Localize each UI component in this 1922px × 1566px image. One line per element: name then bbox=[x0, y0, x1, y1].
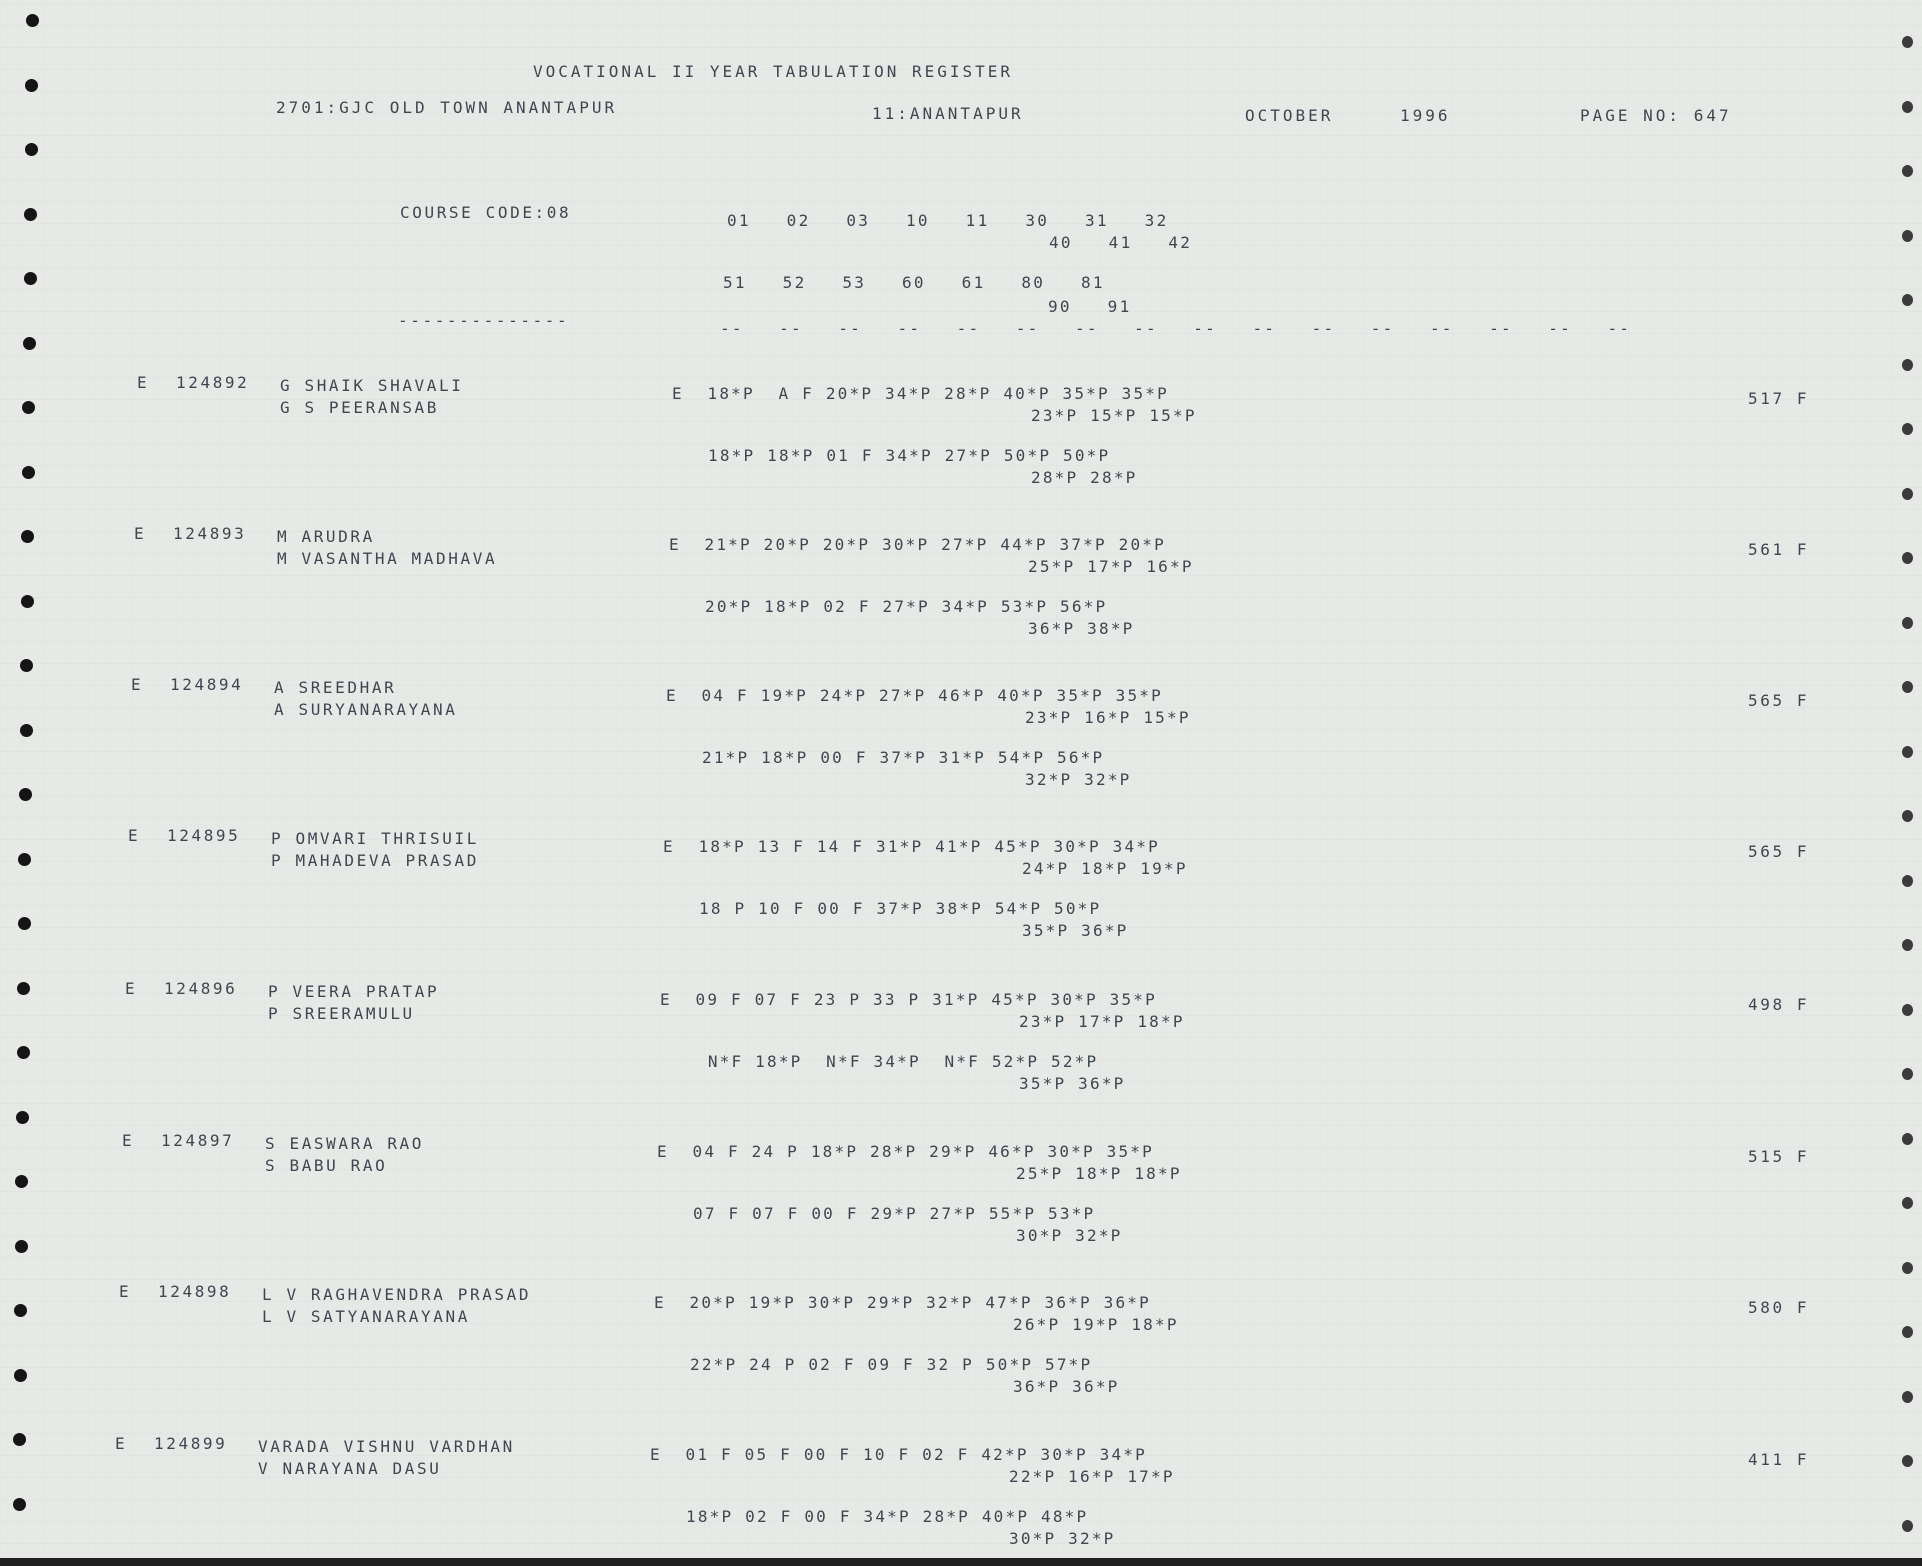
marks-line1b: 23*P 16*P 15*P bbox=[1025, 708, 1191, 727]
total-result: 561 F bbox=[1748, 540, 1810, 559]
father-name: V NARAYANA DASU bbox=[258, 1459, 442, 1478]
marks-line1: E 01 F 05 F 00 F 10 F 02 F 42*P 30*P 34*P bbox=[650, 1445, 1147, 1464]
feed-hole-right bbox=[1902, 359, 1913, 371]
feed-hole-left bbox=[17, 1046, 30, 1059]
reg-number: 124895 bbox=[167, 826, 241, 845]
feed-hole-right bbox=[1902, 1455, 1913, 1467]
student-name: L V RAGHAVENDRA PRASAD bbox=[262, 1285, 532, 1304]
father-name: G S PEERANSAB bbox=[280, 398, 440, 417]
feed-hole-right bbox=[1902, 810, 1913, 822]
marks-line1: E 04 F 19*P 24*P 27*P 46*P 40*P 35*P 35*P bbox=[666, 686, 1163, 705]
feed-hole-left bbox=[17, 982, 30, 995]
dash-row: -- -- -- -- -- -- -- -- -- -- -- -- -- -- -- -- bbox=[720, 319, 1632, 338]
total-result: 515 F bbox=[1748, 1147, 1810, 1166]
reg-number: 124892 bbox=[176, 373, 250, 392]
feed-hole-right bbox=[1902, 617, 1913, 629]
marks-line2: 18*P 02 F 00 F 34*P 28*P 40*P 48*P bbox=[686, 1507, 1089, 1526]
marks-line1b: 25*P 18*P 18*P bbox=[1016, 1164, 1182, 1183]
college-name: 2701:GJC OLD TOWN ANANTAPUR bbox=[276, 98, 618, 117]
feed-hole-left bbox=[25, 143, 38, 156]
feed-hole-left bbox=[13, 1433, 26, 1446]
marks-line2b: 32*P 32*P bbox=[1025, 770, 1132, 789]
marks-line1: E 21*P 20*P 20*P 30*P 27*P 44*P 37*P 20*P bbox=[669, 535, 1166, 554]
record-type: E bbox=[128, 826, 141, 845]
feed-hole-left bbox=[14, 1369, 27, 1382]
feed-hole-left bbox=[24, 208, 37, 221]
feed-hole-right bbox=[1902, 101, 1913, 113]
student-name: M ARUDRA bbox=[277, 527, 375, 546]
feed-hole-right bbox=[1902, 1262, 1913, 1274]
feed-hole-left bbox=[24, 272, 37, 285]
feed-hole-left bbox=[20, 659, 33, 672]
marks-line1: E 04 F 24 P 18*P 28*P 29*P 46*P 30*P 35*P bbox=[657, 1142, 1154, 1161]
marks-line2: 07 F 07 F 00 F 29*P 27*P 55*P 53*P bbox=[693, 1204, 1096, 1223]
course-code-label: COURSE CODE:08 bbox=[400, 203, 572, 222]
marks-line1b: 26*P 19*P 18*P bbox=[1013, 1315, 1179, 1334]
student-name: A SREEDHAR bbox=[274, 678, 397, 697]
subject-codes-row1b: 40 41 42 bbox=[1049, 233, 1193, 252]
marks-line2: 22*P 24 P 02 F 09 F 32 P 50*P 57*P bbox=[690, 1355, 1093, 1374]
subject-codes-row2b: 90 91 bbox=[1048, 297, 1132, 316]
feed-hole-left bbox=[21, 530, 34, 543]
subject-codes-row2: 51 52 53 60 61 80 81 bbox=[723, 273, 1105, 292]
marks-line1: E 18*P 13 F 14 F 31*P 41*P 45*P 30*P 34*P bbox=[663, 837, 1160, 856]
record-type: E bbox=[119, 1282, 132, 1301]
exam-month: OCTOBER bbox=[1245, 106, 1334, 125]
feed-hole-left bbox=[21, 595, 34, 608]
student-name: P OMVARI THRISUIL bbox=[271, 829, 479, 848]
feed-hole-right bbox=[1902, 423, 1913, 435]
marks-line2b: 36*P 38*P bbox=[1028, 619, 1135, 638]
marks-line2: N*F 18*P N*F 34*P N*F 52*P 52*P bbox=[696, 1052, 1099, 1071]
record-type: E bbox=[122, 1131, 135, 1150]
reg-number: 124899 bbox=[154, 1434, 228, 1453]
total-result: 498 F bbox=[1748, 995, 1810, 1014]
record-type: E bbox=[137, 373, 150, 392]
marks-line2b: 30*P 32*P bbox=[1016, 1226, 1123, 1245]
record-type: E bbox=[131, 675, 144, 694]
feed-hole-left bbox=[13, 1498, 26, 1511]
feed-hole-right bbox=[1902, 294, 1913, 306]
marks-line2: 20*P 18*P 02 F 27*P 34*P 53*P 56*P bbox=[705, 597, 1108, 616]
marks-line2: 18*P 18*P 01 F 34*P 27*P 50*P 50*P bbox=[708, 446, 1111, 465]
feed-hole-right bbox=[1902, 230, 1913, 242]
feed-hole-right bbox=[1902, 1133, 1913, 1145]
feed-hole-left bbox=[22, 466, 35, 479]
feed-hole-left bbox=[15, 1175, 28, 1188]
total-result: 565 F bbox=[1748, 691, 1810, 710]
feed-hole-right bbox=[1902, 552, 1913, 564]
reg-number: 124898 bbox=[158, 1282, 232, 1301]
feed-hole-left bbox=[22, 401, 35, 414]
marks-line2b: 28*P 28*P bbox=[1031, 468, 1138, 487]
feed-hole-right bbox=[1902, 1197, 1913, 1209]
feed-hole-right bbox=[1902, 1004, 1913, 1016]
feed-hole-left bbox=[19, 788, 32, 801]
background-strip bbox=[0, 1558, 1922, 1566]
feed-hole-right bbox=[1902, 681, 1913, 693]
feed-hole-right bbox=[1902, 165, 1913, 177]
student-name: P VEERA PRATAP bbox=[268, 982, 440, 1001]
feed-hole-left bbox=[18, 853, 31, 866]
reg-number: 124897 bbox=[161, 1131, 235, 1150]
marks-line1: E 20*P 19*P 30*P 29*P 32*P 47*P 36*P 36*P bbox=[654, 1293, 1151, 1312]
father-name: A SURYANARAYANA bbox=[274, 700, 458, 719]
marks-line1b: 24*P 18*P 19*P bbox=[1022, 859, 1188, 878]
marks-line1b: 23*P 15*P 15*P bbox=[1031, 406, 1197, 425]
father-name: P SREERAMULU bbox=[268, 1004, 415, 1023]
marks-line2b: 30*P 32*P bbox=[1009, 1529, 1116, 1548]
register-title: VOCATIONAL II YEAR TABULATION REGISTER bbox=[533, 62, 1014, 81]
father-name: M VASANTHA MADHAVA bbox=[277, 549, 498, 568]
feed-hole-right bbox=[1902, 875, 1913, 887]
total-result: 565 F bbox=[1748, 842, 1810, 861]
feed-hole-right bbox=[1902, 939, 1913, 951]
course-dashes: -------------- bbox=[398, 311, 570, 330]
feed-hole-left bbox=[14, 1304, 27, 1317]
record-type: E bbox=[134, 524, 147, 543]
page-number: PAGE NO: 647 bbox=[1580, 106, 1732, 125]
district-name: 11:ANANTAPUR bbox=[872, 104, 1024, 123]
feed-hole-right bbox=[1902, 36, 1913, 48]
feed-hole-right bbox=[1902, 488, 1913, 500]
feed-hole-right bbox=[1902, 1520, 1913, 1532]
record-type: E bbox=[115, 1434, 128, 1453]
feed-hole-left bbox=[26, 14, 39, 27]
feed-hole-right bbox=[1902, 1068, 1913, 1080]
marks-line2b: 36*P 36*P bbox=[1013, 1377, 1120, 1396]
feed-hole-right bbox=[1902, 746, 1913, 758]
total-result: 580 F bbox=[1748, 1298, 1810, 1317]
father-name: S BABU RAO bbox=[265, 1156, 388, 1175]
student-name: VARADA VISHNU VARDHAN bbox=[258, 1437, 515, 1456]
marks-line1: E 18*P A F 20*P 34*P 28*P 40*P 35*P 35*P bbox=[672, 384, 1169, 403]
feed-hole-left bbox=[23, 337, 36, 350]
reg-number: 124894 bbox=[170, 675, 244, 694]
father-name: L V SATYANARAYANA bbox=[262, 1307, 470, 1326]
marks-line1b: 25*P 17*P 16*P bbox=[1028, 557, 1194, 576]
student-name: G SHAIK SHAVALI bbox=[280, 376, 464, 395]
marks-line2b: 35*P 36*P bbox=[1019, 1074, 1126, 1093]
feed-hole-right bbox=[1902, 1391, 1913, 1403]
reg-number: 124896 bbox=[164, 979, 238, 998]
reg-number: 124893 bbox=[173, 524, 247, 543]
marks-line2: 21*P 18*P 00 F 37*P 31*P 54*P 56*P bbox=[702, 748, 1105, 767]
student-name: S EASWARA RAO bbox=[265, 1134, 425, 1153]
exam-year: 1996 bbox=[1400, 106, 1451, 125]
total-result: 517 F bbox=[1748, 389, 1810, 408]
father-name: P MAHADEVA PRASAD bbox=[271, 851, 479, 870]
marks-line1b: 23*P 17*P 18*P bbox=[1019, 1012, 1185, 1031]
record-type: E bbox=[125, 979, 138, 998]
marks-line1: E 09 F 07 F 23 P 33 P 31*P 45*P 30*P 35*P bbox=[660, 990, 1157, 1009]
feed-hole-left bbox=[20, 724, 33, 737]
marks-line1b: 22*P 16*P 17*P bbox=[1009, 1467, 1175, 1486]
feed-hole-left bbox=[18, 917, 31, 930]
feed-hole-left bbox=[16, 1111, 29, 1124]
feed-hole-left bbox=[25, 79, 38, 92]
marks-line2: 18 P 10 F 00 F 37*P 38*P 54*P 50*P bbox=[699, 899, 1102, 918]
marks-line2b: 35*P 36*P bbox=[1022, 921, 1129, 940]
feed-hole-right bbox=[1902, 1326, 1913, 1338]
total-result: 411 F bbox=[1748, 1450, 1810, 1469]
feed-hole-left bbox=[15, 1240, 28, 1253]
subject-codes-row1: 01 02 03 10 11 30 31 32 bbox=[727, 211, 1169, 230]
